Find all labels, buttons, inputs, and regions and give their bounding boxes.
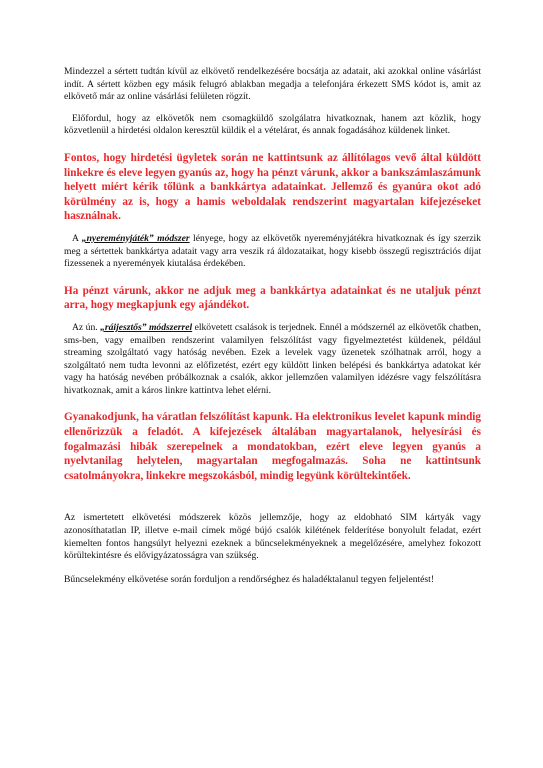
warning-ad-transactions: Fontos, hogy hirdetési ügyletek során ne kattintsunk az állítólagos vevő által küldött linkekre és eleve legyen gyanús az, hogy ha pénzt várunk, akkor a bankszámlaszámunk helyett miért kérik tőlünk a bankkártya adatainkat. Jellemző és gyanúra okot adó körülmény az is, hogy a hamis weboldalak rendszerint magyartalan kifejezéseket használnak. bbox=[64, 151, 481, 223]
text-segment: A bbox=[72, 232, 82, 244]
paragraph-online-purchase: Mindezzel a sértett tudtán kívül az elkövető rendelkezésére bocsátja az adatait, aki azokkal online vásárlást indít. A sértett közben egy másik felugró ablakban megadja a telefonjára érkezett SMS kódot is, amit az elkövető már az online vásárlási felületen rögzít. bbox=[64, 66, 481, 103]
term-prize-game-method: „nyereményjáték” módszer bbox=[81, 232, 190, 244]
paragraph-common-features: Az ismertetett elkövetési módszerek közös jellemzője, hogy az eldobható SIM kártyák vagy azonosíthatatlan IP, illetve e-mail címek mögé bújó csalók kilétének felderítése bonyolult feladat, ezért kiemelten fontos hangsúlyt helyezni ezeknek a bűncselekményeknek a megelőzésére, amelyhez fokozott körültekintésre és elővigyázatosságra van szükség. bbox=[64, 512, 481, 562]
paragraph-prize-game-method bbox=[64, 233, 481, 271]
text-segment: Az ún. bbox=[72, 321, 101, 333]
text-segment: lényege, hogy az elkövetők nyereményjátékra hivatkoznak és így szerzik meg a sértettek bankkártya adatait vagy arra veszik rá áldozataikat, hogy kisebb összegű regisztrációs díjat fizessenek a nyeremények kiutalása érdekében. bbox=[64, 232, 481, 270]
term-scare-method: „ráijesztős” módszerrel bbox=[100, 321, 193, 333]
paragraph-scare-method bbox=[64, 322, 481, 398]
paragraph-link-sending: Előfordul, hogy az elkövetők nem csomagküldő szolgálatra hivatkoznak, hanem azt közlik, hogy közvetlenül a hirdetési oldalon keresztül küldik el a vételárat, és annak fogadásához küldenek linket. bbox=[64, 112, 481, 137]
warning-unexpected-notice: Gyanakodjunk, ha váratlan felszólítást kapunk. Ha elektronikus levelet kapunk mindig ellenőrizzük a feladót. A kifejezések általában magyartalanok, helyesírási és fogalmazási hibák szerepelnek a mondatokban, ezért eleve legyen gyanús a nyelvtanilag helytelen, magyartalan megfogalmazás. Soha ne kattintsunk csatolmányokra, linkekre megszokásból, mindig legyünk körültekintőek. bbox=[64, 411, 481, 482]
paragraph-report-crime: Bűncselekmény elkövetése során forduljon a rendőrséghez és haladéktalanul tegyen feljelentést! bbox=[64, 573, 435, 585]
text-segment: elkövetett csalások is terjednek. Ennél a módszernél az elkövetők chatben, sms-ben, vagy emailben rendszerint valamilyen felszólítást vagy figyelmeztetést küldenek, például streaming szolgáltató vagy hatóság nevében. Ezek a levelek vagy üzenetek szólhatnak arról, hogy a szolgáltató nem tudta levonni az előfizetést, ezért egy küldött linken belépési és bankkártya adatokat kér vagy ha hatóság nevében próbálkoznak a csalók, akkor jellemzően valamilyen idézésre vagy felszólításra hivatkoznak, amit a káros linkre kattintva lehet elérni. bbox=[64, 321, 481, 396]
warning-gift-payment: Ha pénzt várunk, akkor ne adjuk meg a bankkártya adatainkat és ne utaljuk pénzt arra, hogy megkapjunk egy ajándékot. bbox=[64, 284, 481, 312]
